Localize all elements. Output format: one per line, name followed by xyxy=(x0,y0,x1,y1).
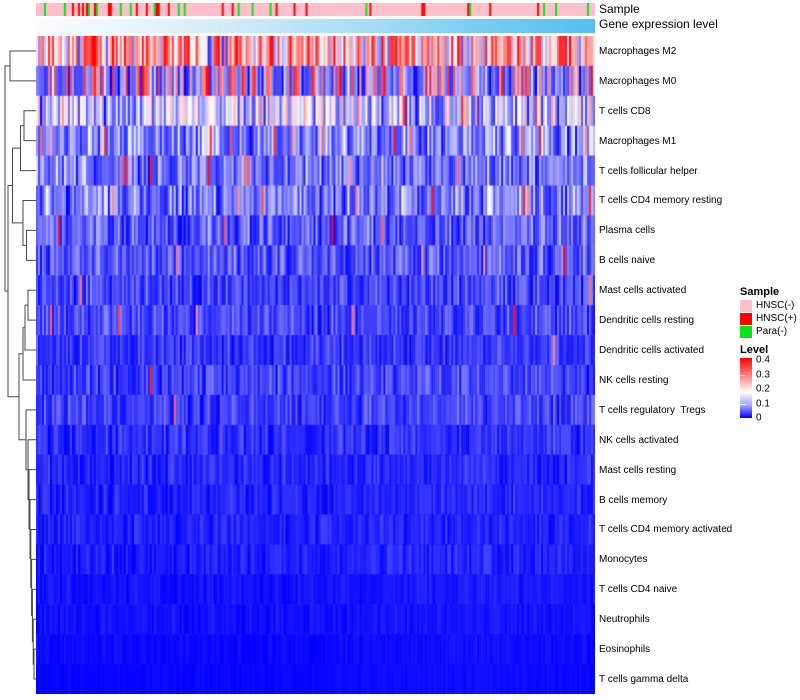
sample-annotation-bar xyxy=(36,3,595,16)
legend-sample-title: Sample xyxy=(740,286,780,298)
level-tick-label: 0.4 xyxy=(756,354,770,366)
gene-expression-annotation-label: Gene expression level xyxy=(599,17,718,31)
row-label: Macrophages M1 xyxy=(599,135,677,147)
row-label: Dendritic cells activated xyxy=(599,345,705,357)
row-label: T cells regulatory Tregs xyxy=(599,404,706,416)
legend-item xyxy=(740,312,800,325)
legend-swatch xyxy=(740,313,752,325)
legend-item-label: HNSC(-) xyxy=(756,300,795,311)
row-label: B cells naive xyxy=(599,255,656,267)
level-tick-dash xyxy=(740,375,746,376)
level-tick-label: 0.1 xyxy=(756,398,770,409)
legend-swatch xyxy=(740,300,752,312)
legend-item-label: HNSC(+) xyxy=(756,313,797,324)
row-label: Neutrophils xyxy=(599,614,650,626)
row-label: T cells CD4 memory resting xyxy=(599,195,723,207)
legend-level-title: Level xyxy=(740,344,769,356)
legend-swatch xyxy=(740,326,752,338)
row-label: Eosinophils xyxy=(599,644,651,656)
row-label: Monocytes xyxy=(599,554,648,566)
level-tick-dash xyxy=(740,404,746,405)
row-label: Mast cells resting xyxy=(599,464,677,476)
sample-annotation-label: Sample xyxy=(599,2,640,16)
row-label: T cells gamma delta xyxy=(599,674,689,686)
level-tick-dash xyxy=(740,389,746,390)
legend-item xyxy=(740,325,800,338)
row-label: Plasma cells xyxy=(599,225,656,237)
level-gradient-bar xyxy=(740,358,752,418)
legend-sample-items xyxy=(740,299,800,338)
row-label: T cells CD4 naive xyxy=(599,584,678,596)
row-label: NK cells resting xyxy=(599,374,669,386)
level-tick-label: 0 xyxy=(756,412,762,424)
legend-level-block xyxy=(740,344,800,424)
row-dendrogram xyxy=(2,36,36,694)
dendrogram-lines xyxy=(5,51,36,679)
level-tick-label: 0.2 xyxy=(756,383,770,395)
level-tick-label: 0.3 xyxy=(756,369,770,380)
gene-expression-annotation-bar xyxy=(36,19,595,33)
row-label: T cells follicular helper xyxy=(599,165,698,177)
row-label: B cells memory xyxy=(599,494,668,506)
legend xyxy=(740,286,800,424)
row-label: NK cells activated xyxy=(599,434,679,446)
row-label: Dendritic cells resting xyxy=(599,315,695,327)
heatmap-canvas xyxy=(36,36,595,694)
row-label: Macrophages M0 xyxy=(599,75,677,87)
row-label: Macrophages M2 xyxy=(599,45,677,57)
row-label: Mast cells activated xyxy=(599,285,687,297)
legend-item xyxy=(740,299,800,312)
legend-level-gradient-wrap xyxy=(740,354,800,424)
row-label: T cells CD4 memory activated xyxy=(599,524,733,536)
legend-item-label: Para(-) xyxy=(756,326,788,337)
row-label: T cells CD8 xyxy=(599,105,651,117)
